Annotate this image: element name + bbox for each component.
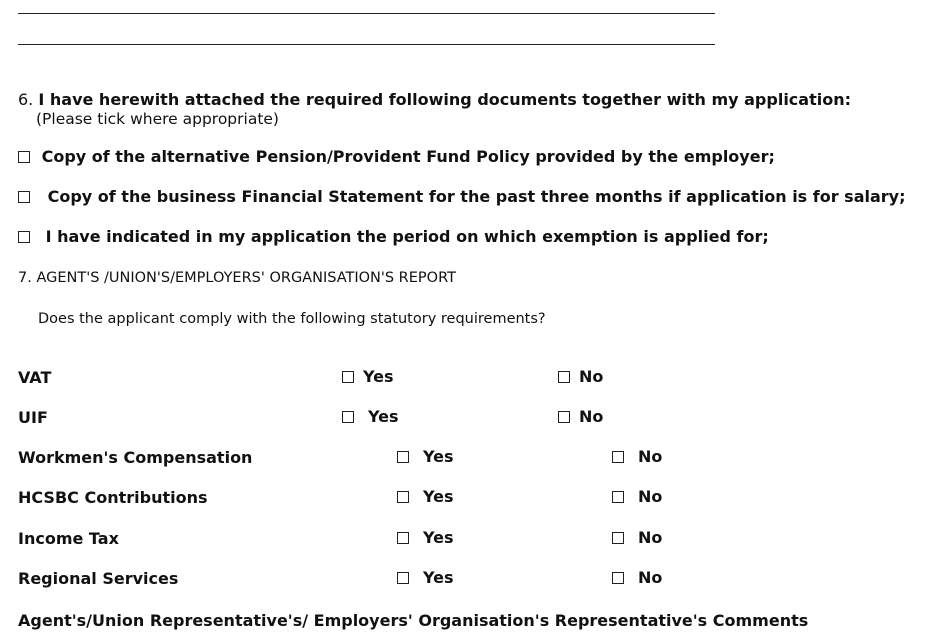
requirement-label-vat: VAT bbox=[18, 368, 52, 387]
checkbox[interactable] bbox=[18, 151, 30, 163]
no-label: No bbox=[579, 367, 604, 386]
checkbox[interactable] bbox=[612, 572, 624, 584]
requirement-label-uif: UIF bbox=[18, 408, 48, 427]
section-7-heading: 7. AGENT'S /UNION'S/EMPLOYERS' ORGANISATION'S REPORT bbox=[18, 270, 456, 286]
income-tax-no-option[interactable] bbox=[612, 528, 662, 547]
document-item-label: Copy of the business Financial Statement for the past three months if application is for salary; bbox=[47, 187, 906, 206]
checkbox[interactable] bbox=[397, 491, 409, 503]
document-item-financial-statement[interactable] bbox=[18, 187, 906, 206]
checkbox[interactable] bbox=[397, 532, 409, 544]
comments-heading: Agent's/Union Representative's/ Employers' Organisation's Representative's Comments bbox=[18, 611, 809, 630]
checkbox[interactable] bbox=[397, 451, 409, 463]
regional-services-no-option[interactable] bbox=[612, 568, 662, 587]
requirement-label-regional-services: Regional Services bbox=[18, 569, 179, 588]
workmens-compensation-yes-option[interactable] bbox=[397, 447, 454, 466]
no-label: No bbox=[638, 487, 663, 506]
document-item-exemption-period[interactable] bbox=[18, 227, 769, 246]
section-6-heading bbox=[18, 90, 851, 109]
checkbox[interactable] bbox=[612, 451, 624, 463]
no-label: No bbox=[638, 568, 663, 587]
section-6-number: 6. bbox=[18, 90, 34, 109]
checkbox[interactable] bbox=[397, 572, 409, 584]
checkbox[interactable] bbox=[342, 371, 354, 383]
hcsbc-contributions-yes-option[interactable] bbox=[397, 487, 454, 506]
checkbox[interactable] bbox=[18, 231, 30, 243]
checkbox[interactable] bbox=[558, 371, 570, 383]
blank-line-1 bbox=[18, 13, 715, 14]
yes-label: Yes bbox=[368, 407, 399, 426]
section-6-heading-text: I have herewith attached the required following documents together with my application: bbox=[38, 90, 851, 109]
compliance-question: Does the applicant comply with the following statutory requirements? bbox=[38, 311, 546, 327]
requirement-label-hcsbc-contributions: HCSBC Contributions bbox=[18, 488, 208, 507]
requirement-label-workmens-compensation: Workmen's Compensation bbox=[18, 448, 253, 467]
section-6-instruction: (Please tick where appropriate) bbox=[36, 110, 279, 128]
checkbox[interactable] bbox=[612, 491, 624, 503]
no-label: No bbox=[638, 528, 663, 547]
checkbox[interactable] bbox=[612, 532, 624, 544]
document-item-label: I have indicated in my application the period on which exemption is applied for; bbox=[45, 227, 769, 246]
yes-label: Yes bbox=[423, 568, 454, 587]
workmens-compensation-no-option[interactable] bbox=[612, 447, 662, 466]
requirement-label-income-tax: Income Tax bbox=[18, 529, 119, 548]
document-item-pension-policy[interactable] bbox=[18, 147, 775, 166]
vat-yes-option[interactable] bbox=[342, 367, 394, 386]
no-label: No bbox=[579, 407, 604, 426]
income-tax-yes-option[interactable] bbox=[397, 528, 454, 547]
yes-label: Yes bbox=[423, 447, 454, 466]
yes-label: Yes bbox=[363, 367, 394, 386]
no-label: No bbox=[638, 447, 663, 466]
regional-services-yes-option[interactable] bbox=[397, 568, 454, 587]
checkbox[interactable] bbox=[558, 411, 570, 423]
hcsbc-contributions-no-option[interactable] bbox=[612, 487, 662, 506]
checkbox[interactable] bbox=[18, 191, 30, 203]
yes-label: Yes bbox=[423, 528, 454, 547]
yes-label: Yes bbox=[423, 487, 454, 506]
checkbox[interactable] bbox=[342, 411, 354, 423]
uif-no-option[interactable] bbox=[558, 407, 603, 426]
document-item-label: Copy of the alternative Pension/Provident Fund Policy provided by the employer; bbox=[41, 147, 775, 166]
vat-no-option[interactable] bbox=[558, 367, 603, 386]
blank-line-2 bbox=[18, 44, 715, 45]
uif-yes-option[interactable] bbox=[342, 407, 399, 426]
